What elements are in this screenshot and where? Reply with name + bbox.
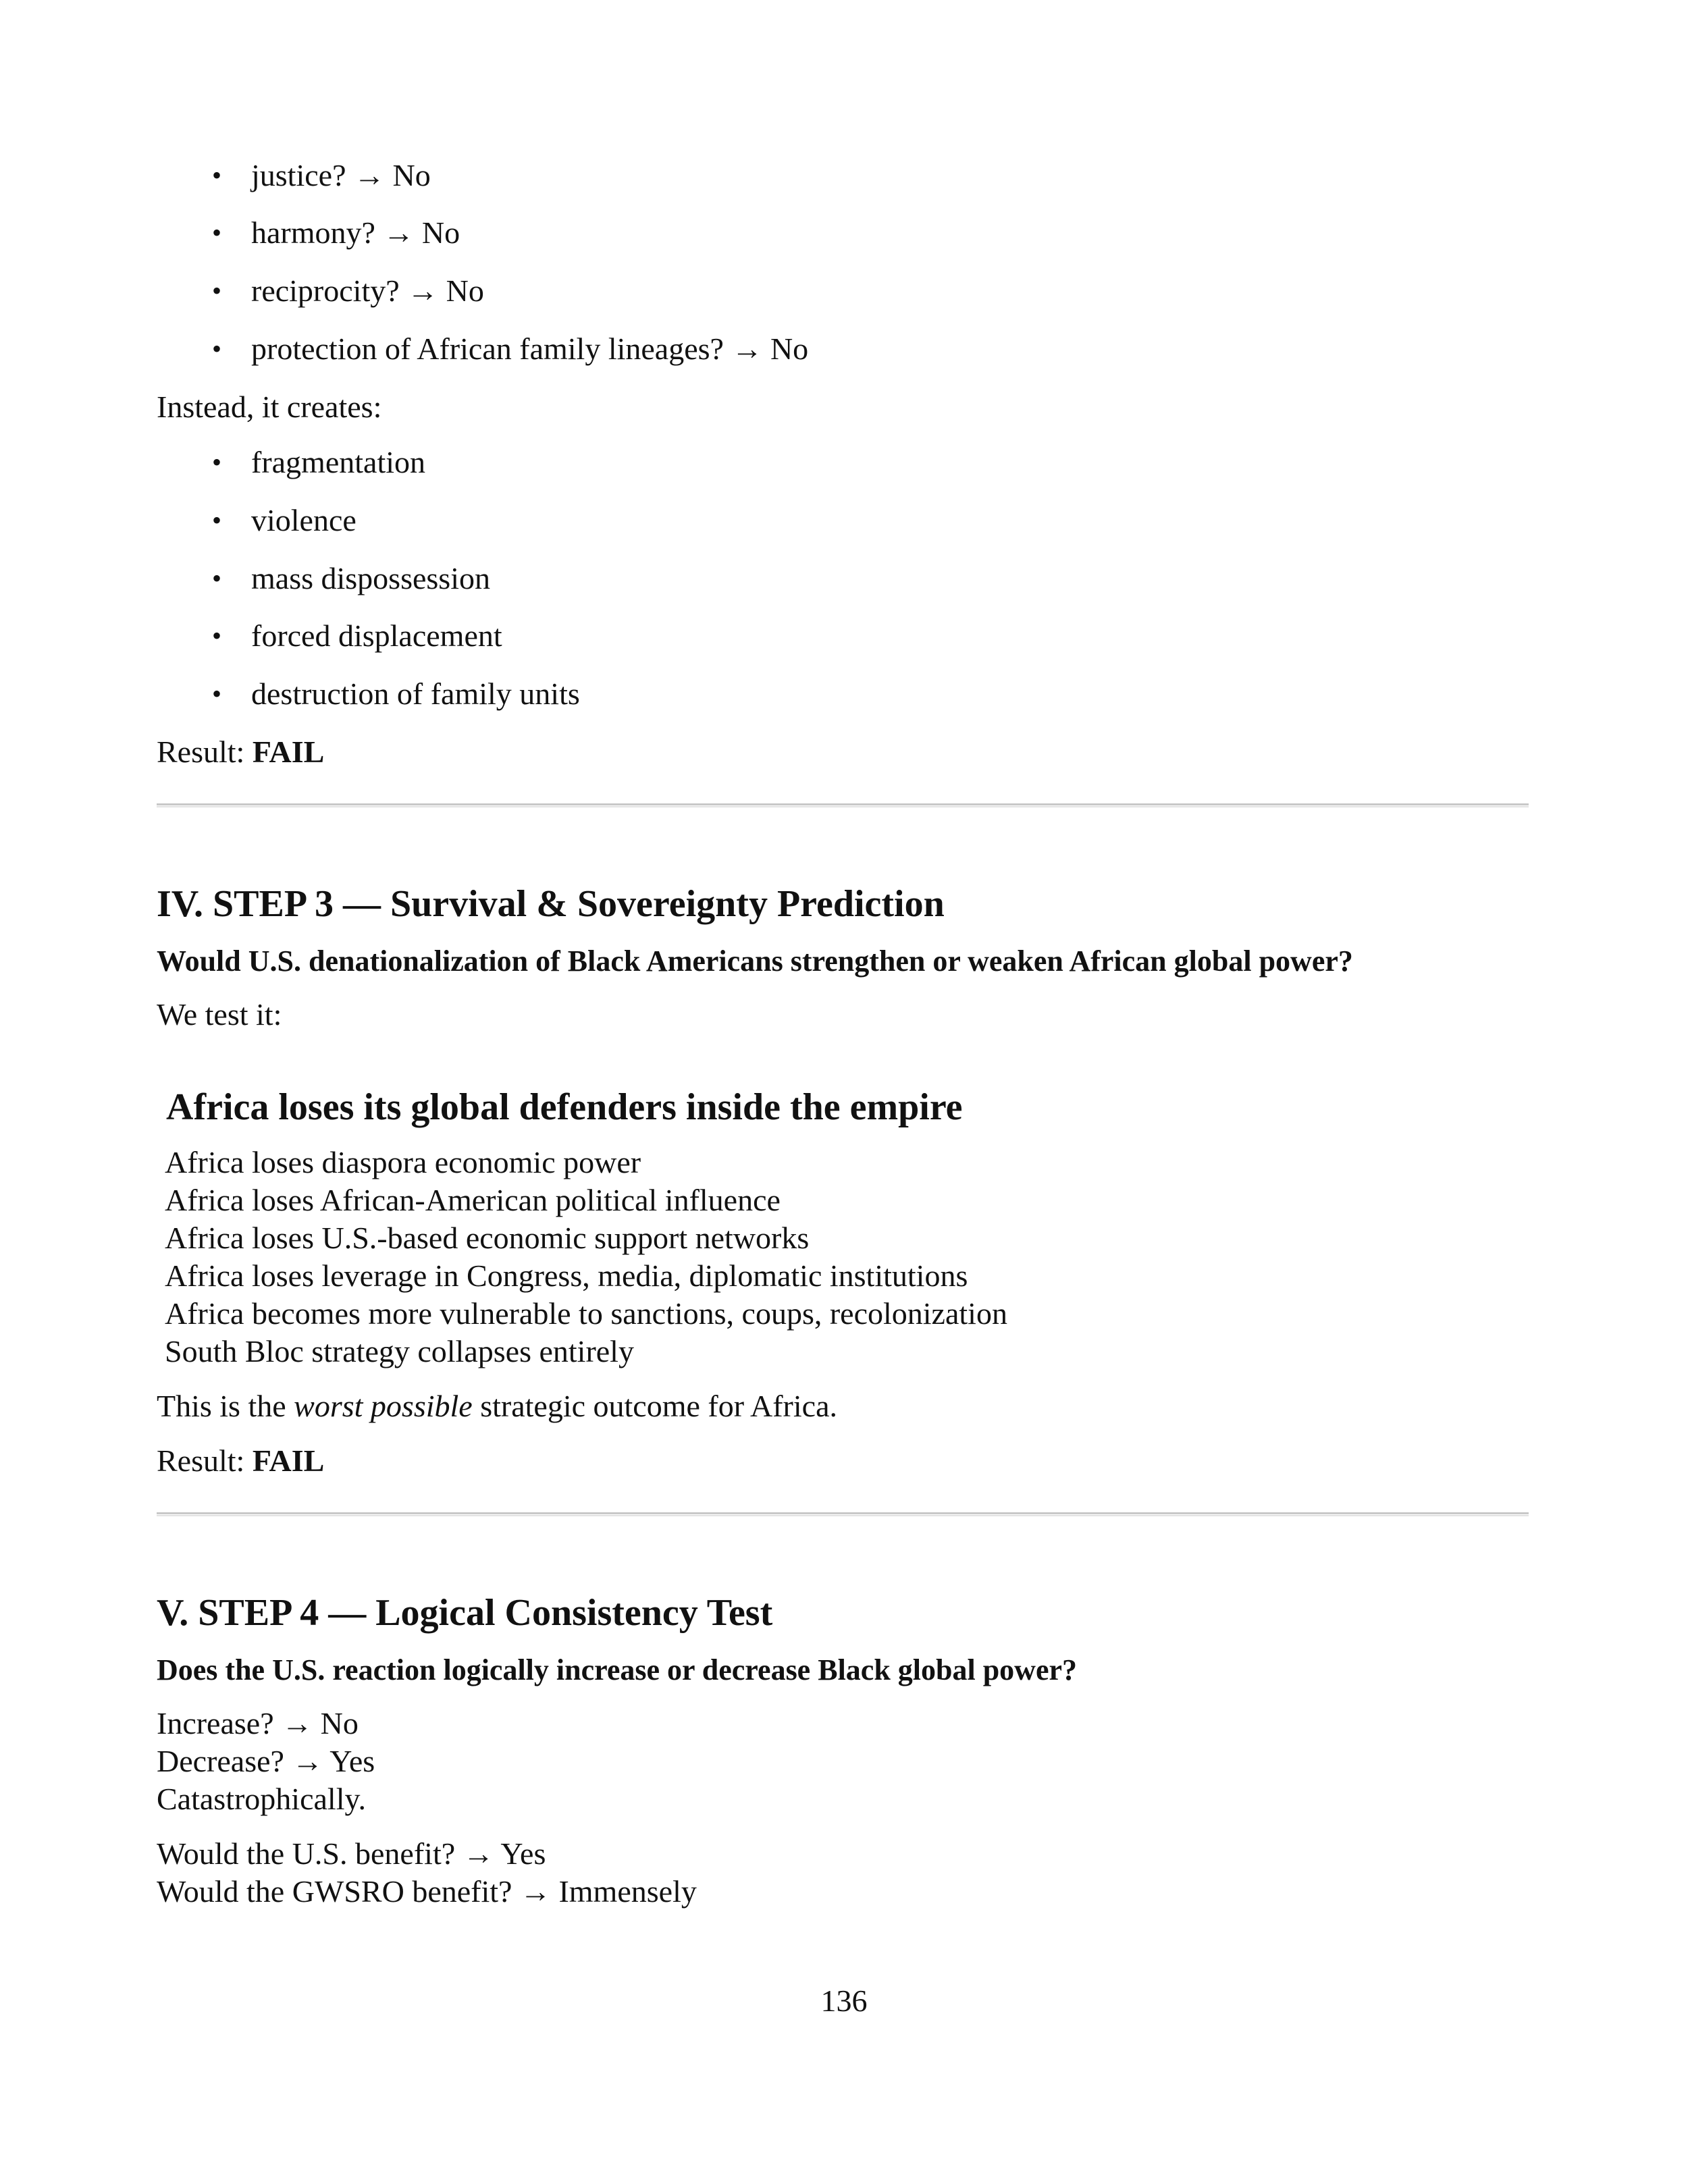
result-line <box>157 1442 324 1480</box>
result-value: FAIL <box>252 1443 325 1478</box>
instead-label: Instead, it creates: <box>157 390 382 424</box>
result-line <box>157 733 324 771</box>
subheading: Africa loses its global defenders inside the empire <box>166 1086 963 1128</box>
section-heading: V. STEP 4 — Logical Consistency Test <box>157 1592 773 1634</box>
answer-line: Catastrophically. <box>157 1782 366 1816</box>
list-item: Africa loses diaspora economic power <box>165 1145 641 1179</box>
result-label: Result: <box>157 735 245 769</box>
conclusion-text: This is the worst possible strategic outcome for Africa. <box>157 1389 837 1423</box>
list-item: Africa becomes more vulnerable to sanctions, coups, recolonization <box>165 1296 1007 1331</box>
document-page: • justice? → No • harmony? → No • reciprocity? → No • protection of African family lineages? → No Instead, it creates: • fragmentation • violence • mass dispossession • forced displacement • destruction of family units Result: FAIL IV. STEP 3 — Survival & Sovereignty Prediction Would U.S. denationalization of Black Americans strengthen or weaken African global power? We test it: Africa loses its global defenders inside the empire Africa loses diaspora economic power Africa loses African-American political influence Africa loses U.S.-based economic support networks Africa loses leverage in Congress, media, diplomatic institutions Africa becomes more vulnerable to sanctions, coups, recolonization South Bloc strategy collapses entirely This is the worst possible strategic outcome for Africa. Result: FAIL V. STEP 4 — Logical Consistency Test Does the U.S. reaction logically increase or decrease Black global power? Increase? → No Decrease? → Yes Catastrophically. Would the U.S. benefit? → Yes Would the GWSRO benefit? → Immensely 136 <box>0 0 1688 2184</box>
section-question: Would U.S. denationalization of Black Americans strengthen or weaken African global power? <box>157 944 1353 978</box>
answer-line: Decrease? → Yes <box>157 1744 375 1778</box>
section-heading: IV. STEP 3 — Survival & Sovereignty Prediction <box>157 883 945 925</box>
section-question: Does the U.S. reaction logically increase or decrease Black global power? <box>157 1653 1078 1686</box>
answer-line: Would the U.S. benefit? → Yes <box>157 1836 546 1871</box>
section-divider <box>157 1512 1529 1516</box>
answer-line: Would the GWSRO benefit? → Immensely <box>157 1874 697 1909</box>
section-divider <box>157 803 1529 807</box>
result-value: FAIL <box>252 735 325 769</box>
list-item: South Bloc strategy collapses entirely <box>165 1334 634 1368</box>
page-number: 136 <box>820 1983 868 2018</box>
intro-text: We test it: <box>157 997 282 1032</box>
list-item: Africa loses U.S.-based economic support networks <box>165 1221 810 1255</box>
result-label: Result: <box>157 1443 245 1478</box>
list-item: Africa loses leverage in Congress, media, diplomatic institutions <box>165 1258 968 1293</box>
answer-line: Increase? → No <box>157 1706 359 1740</box>
list-item: Africa loses African-American political influence <box>165 1183 781 1217</box>
